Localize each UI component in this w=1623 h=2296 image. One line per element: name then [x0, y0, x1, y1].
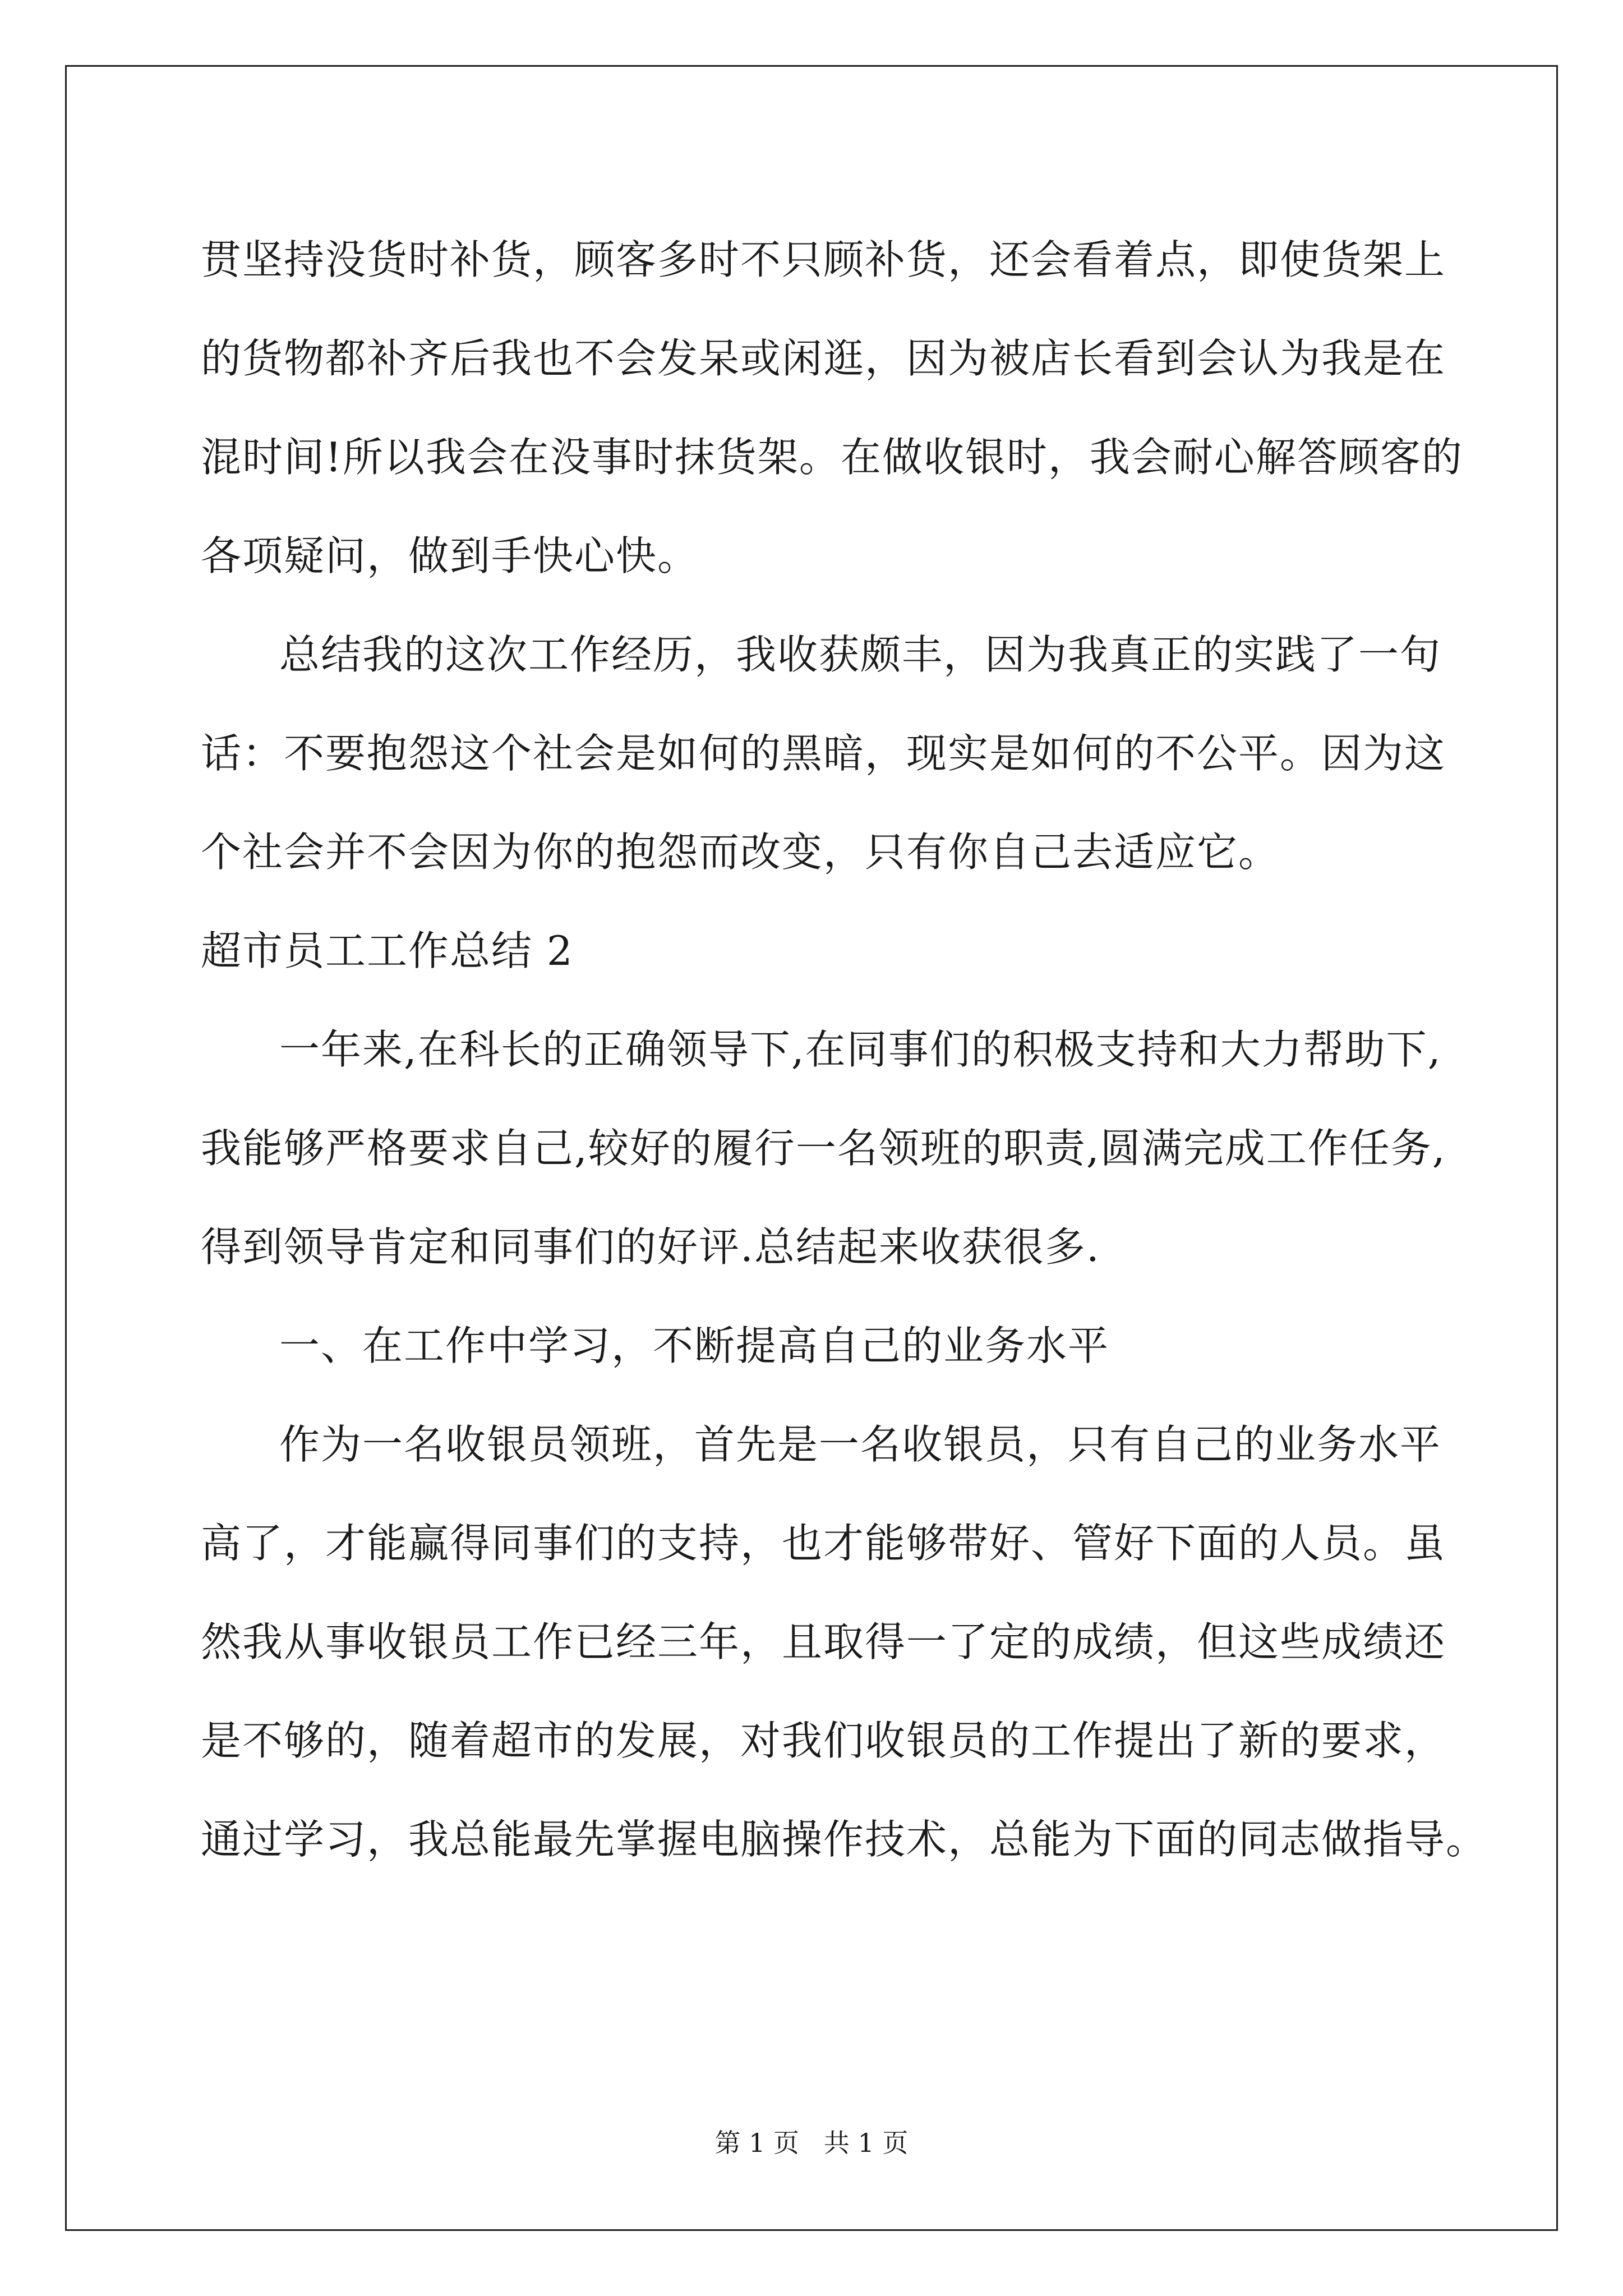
text-line: 一年来,在科长的正确领导下,在同事们的积极支持和大力帮助下, [279, 1026, 1442, 1073]
document-body [201, 210, 1488, 1889]
text-line: 然我从事收银员工作已经三年，且取得一了定的成绩，但这些成绩还 [201, 1618, 1446, 1665]
page-footer: 第 1 页 共 1 页 [714, 2128, 909, 2158]
subsection-heading: 一、在工作中学习，不断提高自己的业务水平 [279, 1322, 1110, 1369]
text-line: 通过学习，我总能最先掌握电脑操作技术，总能为下面的同志做指导。 [201, 1816, 1488, 1863]
text-line: 的货物都补齐后我也不会发呆或闲逛，因为被店长看到会认为我是在 [201, 335, 1446, 382]
text-line: 个社会并不会因为你的抱怨而改变，只有你自己去适应它。 [201, 829, 1280, 876]
text-line: 得到领导肯定和同事们的好评.总结起来收获很多. [201, 1223, 1100, 1271]
section-heading: 超市员工工作总结 2 [201, 927, 574, 974]
text-line: 贯坚持没货时补货，顾客多时不只顾补货，还会看着点，即使货架上 [201, 236, 1446, 283]
text-line: 作为一名收银员领班，首先是一名收银员，只有自己的业务水平 [279, 1421, 1442, 1468]
text-line: 各项疑问，做到手快心快。 [201, 532, 699, 579]
text-line: 是不够的，随着超市的发展，对我们收银员的工作提出了新的要求， [201, 1717, 1446, 1764]
text-line: 混时间!所以我会在没事时抹货架。在做收银时，我会耐心解答顾客的 [201, 434, 1463, 481]
text-line: 高了，才能赢得同事们的支持，也才能够带好、管好下面的人员。虽 [201, 1520, 1446, 1567]
text-line: 总结我的这次工作经历，我收获颇丰，因为我真正的实践了一句 [279, 631, 1442, 678]
text-line: 我能够严格要求自己,较好的履行一名领班的职责,圆满完成工作任务, [201, 1125, 1446, 1172]
text-line: 话：不要抱怨这个社会是如何的黑暗，现实是如何的不公平。因为这 [201, 730, 1446, 777]
